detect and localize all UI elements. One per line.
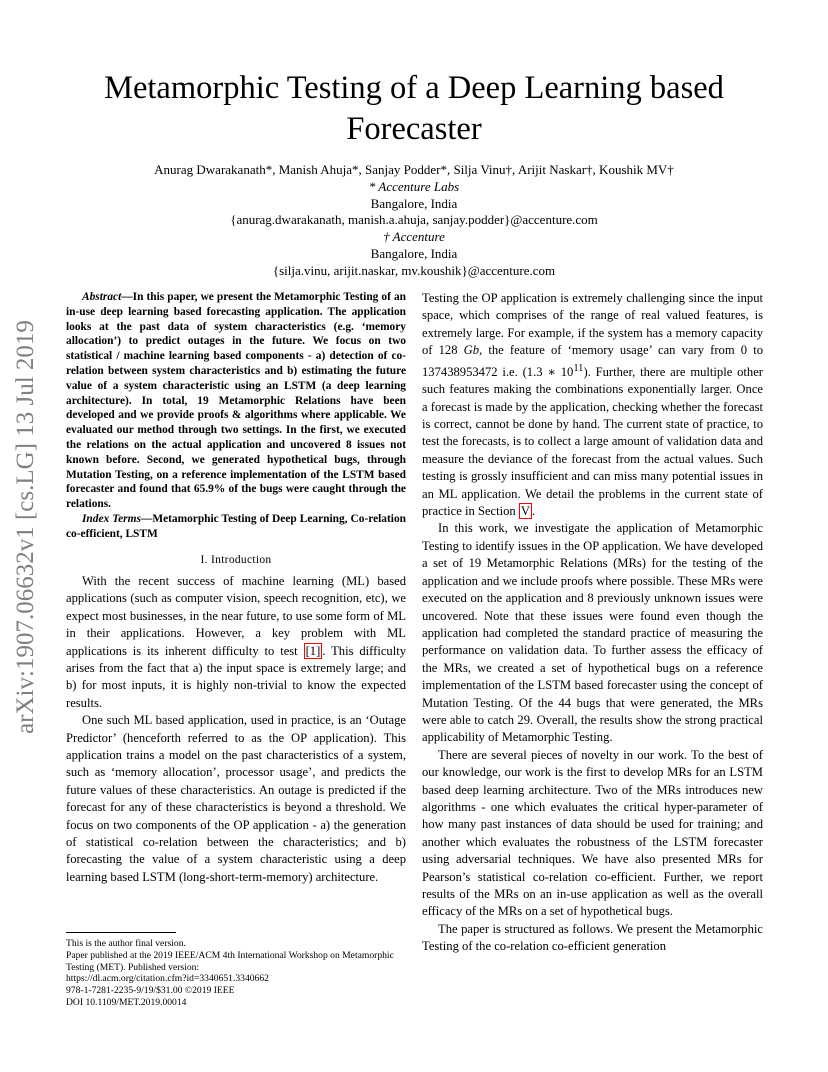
affiliation-2-emails: {silja.vinu, arijit.naskar, mv.koushik}@accenture.com [272, 262, 556, 278]
affiliation-1-emails: {anurag.dwarakanath, manish.a.ahuja, sanjay.podder}@accenture.com [230, 212, 598, 228]
intro-p1-text-a: With the recent success of machine learning (ML) based applications (such as computer vision, speech recognition, etc), we expect most businesses, in the near future, to use some form of ML in their applications. However, a key problem with ML applications is its inherent difficulty to test [66, 573, 406, 658]
section-heading-introduction: I. Introduction [200, 553, 272, 566]
index-terms-label: Index Terms [82, 512, 141, 525]
author-block [40, 162, 788, 280]
unit-gb: Gb [463, 343, 480, 358]
right-p1-text-c: ). Further, there are multiple other such features making the combinations exponentially larger. Once a forecast is made by the application, checking whether the forecast is correct, cannot be done by hand. The current state of practice, to test the forecasts, is to collect a large amount of validation data and measure the deviance of the forecast from the actual values. Such testing is grossly insufficient and can miss many potential issues in an ML application. We detail the problems in the current state of practice in Section [422, 364, 763, 519]
exponent: 11 [573, 362, 584, 374]
footnote-line-3: https://dl.acm.org/citation.cfm?id=3340651.3340662 [66, 973, 269, 985]
index-terms-text: —Metamorphic Testing of Deep Learning, Co-relation co-efficient, LSTM [66, 512, 406, 540]
footnote-line-4: 978-1-7281-2235-9/19/$31.00 ©2019 IEEE [66, 985, 235, 997]
section-link[interactable]: V [520, 504, 530, 519]
affiliation-2-city: Bangalore, India [370, 245, 458, 261]
right-p1-text-b: , the feature of ‘memory usage’ can vary from 0 to 137438953472 i.e. (1.3 ∗ 10 [422, 343, 763, 379]
footnote-line-1: This is the author final version. [66, 938, 186, 949]
footnote-line-2: Paper published at the 2019 IEEE/ACM 4th International Workshop on Metamorphic Testing (MET). Published version: [66, 949, 394, 973]
abstract-label: Abstract [82, 291, 122, 303]
footnote [66, 938, 406, 1009]
right-p1-text-a: Testing the OP application is extremely challenging since the input space, which comprises of the range of real valued features, is extremely large. For example, if the system has a memory capacity of 128 [422, 291, 763, 358]
author-list: Anurag Dwarakanath*, Manish Ahuja*, Sanjay Podder*, Silja Vinu†, Arijit Naskar†, Koushik MV† [154, 162, 674, 177]
affiliation-1-city: Bangalore, India [370, 195, 458, 211]
right-paragraph-3: There are several pieces of novelty in our work. To the best of our knowledge, our work is the first to develop MRs for an LSTM based deep learning architecture. Two of the MRs introduces new algorithms - one which evaluates the critical hyper-parameter of how many past instances of data should be used for training; and another which evaluates the robustness of the LSTM forecaster using adversarial techniques. We have also presented MRs for Pearson’s statistical co-relation co-efficient. Further, we report results of the MRs on an in-use application as well as the overall efficacy of the MRs on a set of hypothetical bugs. [422, 747, 763, 919]
intro-paragraph-1 [66, 573, 406, 712]
intro-p1-text-b: . This difficulty arises from the fact that a) the input space is extremely large; and b) for most inputs, it is highly non-trivial to know the expected results. [66, 643, 406, 710]
right-column [422, 290, 763, 956]
arxiv-stamp: arXiv:1907.06632v1 [cs.LG] 13 Jul 2019 [12, 320, 39, 734]
affiliation-1-name: * Accenture Labs [368, 178, 460, 194]
right-paragraph-4: The paper is structured as follows. We present the Metamorphic Testing of the co-relation co-efficient generation [422, 921, 763, 954]
left-column [66, 290, 406, 886]
right-paragraph-1 [422, 290, 763, 520]
paper-title: Metamorphic Testing of a Deep Learning based Forecaster [104, 70, 724, 147]
footnote-divider [66, 932, 176, 933]
right-p1-text-d: . [531, 504, 536, 519]
affiliation-2-name: † Accenture [383, 229, 445, 245]
abstract [66, 290, 406, 512]
footnote-line-5: DOI 10.1109/MET.2019.00014 [66, 996, 187, 1008]
index-terms [66, 512, 406, 542]
citation-link[interactable]: [1] [305, 643, 321, 658]
abstract-text: —In this paper, we present the Metamorphic Testing of an in-use deep learning based forecasting application. The application looks at the past data of system characteristics (e.g. ‘memory allocation’) to predict outages in the future. We focus on two statistical / machine learning based components - a) detection of co-relation between system characteristics and b) estimating the future value of a system characteristic using an LSTM (a deep learning architecture). In total, 19 Metamorphic Relations have been developed and we provide proofs & algorithms where applicable. We evaluated our method through two settings. In the first, we executed the relations on the actual application and uncovered 8 issues not known before. Second, we generated hypothetical bugs, through Mutation Testing, on a reference implementation of the LSTM based forecaster and found that 65.9% of the bugs were caught through the relations. [66, 291, 406, 511]
right-paragraph-2: In this work, we investigate the application of Metamorphic Testing to identify issues in the OP application. We have developed a set of 19 Metamorphic Relations (MRs) for the testing of the application and we include proofs where possible. These MRs were executed on the application and 8 previously unknown issues were uncovered. Note that these issues were found even though the application had completed the standard practice of measuring the performance on validation data. To further assess the efficacy of the MRs, we created a set of hypothetical bugs on a reference implementation of the LSTM based forecaster using the concept of Mutation Testing. Of the 44 bugs that were generated, the MRs were able to catch 29. Overall, the results show the strong practical applicability of Metamorphic Testing. [422, 521, 763, 745]
intro-paragraph-2: One such ML based application, used in practice, is an ‘Outage Predictor’ (henceforth referred to as the OP application). This application trains a model on the past characteristics of a system, such as ‘memory allocation’, processor usage’, and predicts the future values of these characteristics. An outage is predicted if the forecast for any of these characteristics is beyond a threshold. We focus on two components of the OP application - a) the generation of statistical co-relation between the characteristics; and b) forecasting the value of a system characteristic using a deep learning based LSTM (long-short-term-memory) architecture. [66, 713, 406, 884]
